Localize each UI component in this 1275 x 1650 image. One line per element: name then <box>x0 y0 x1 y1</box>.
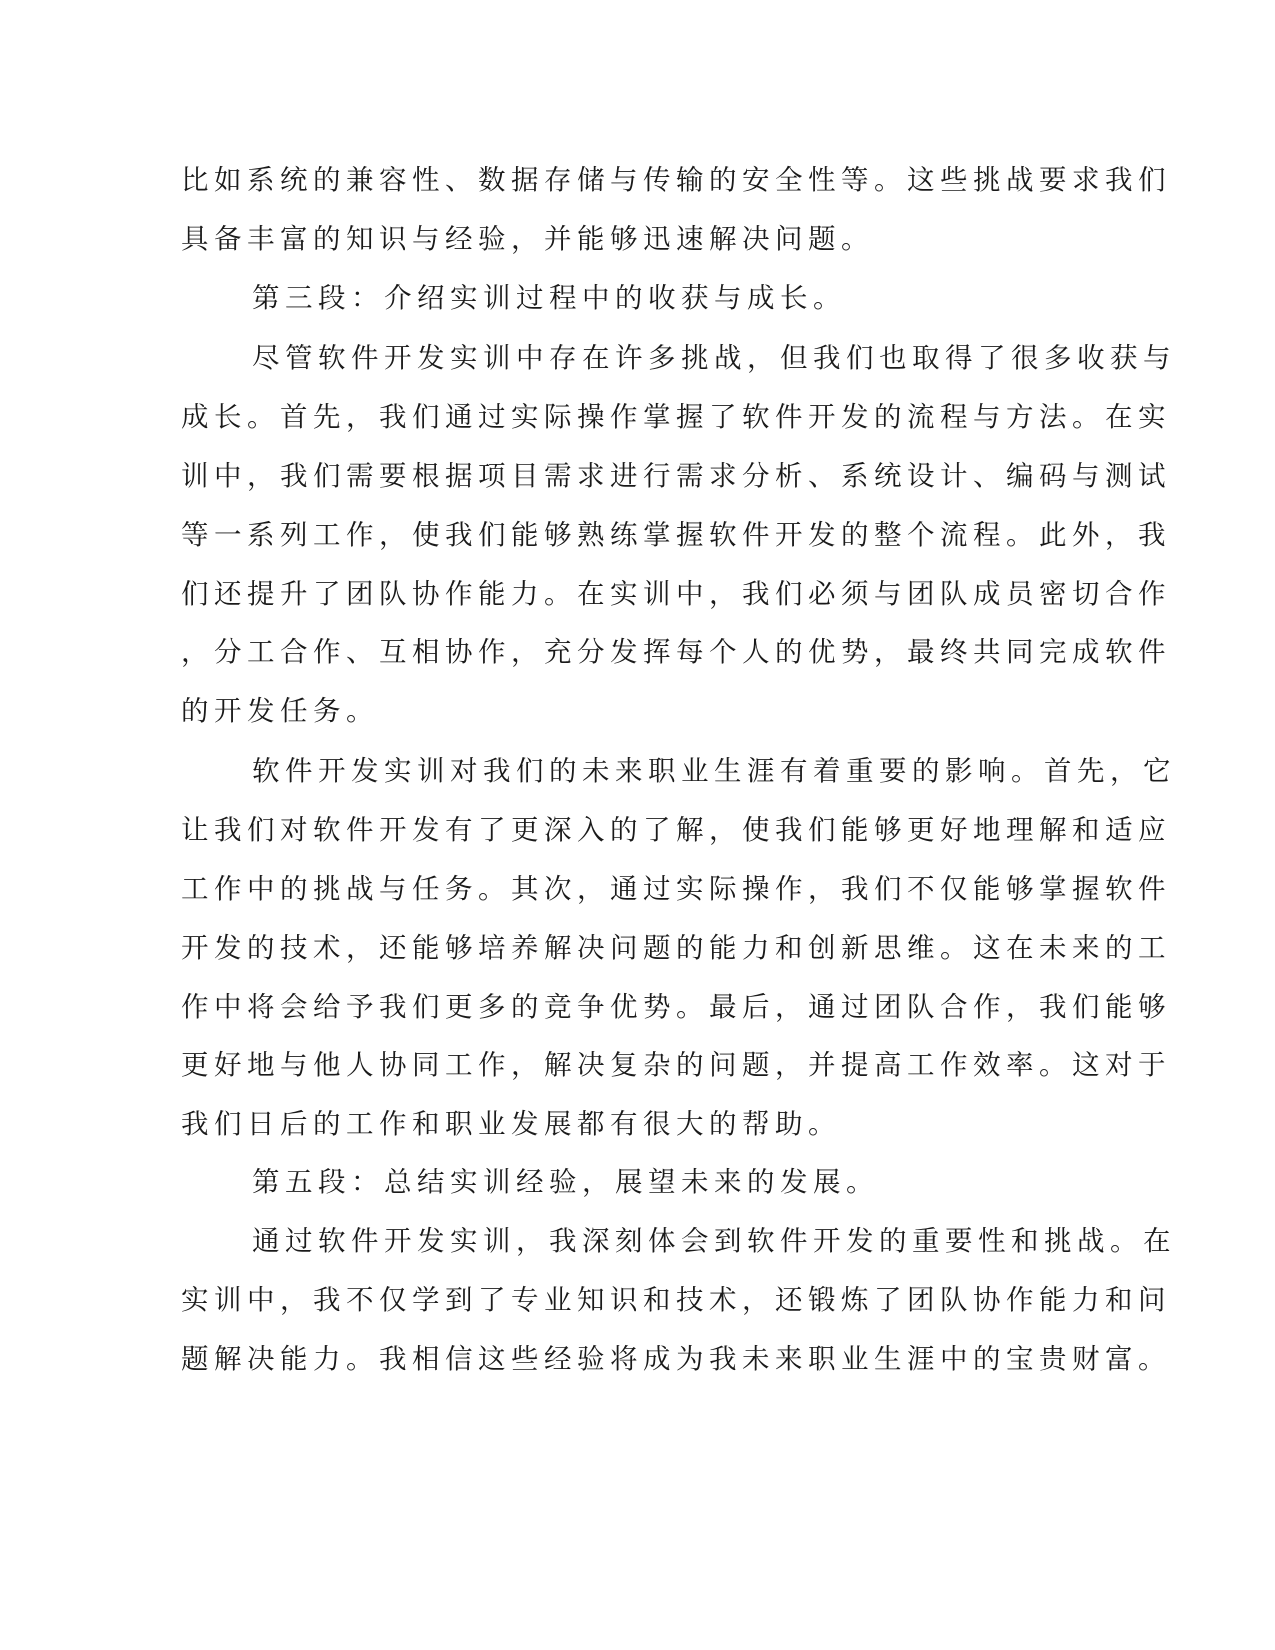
text-line: 尽管软件开发实训中存在许多挑战，但我们也取得了很多收获与 <box>252 342 1176 374</box>
text-line: 题解决能力。我相信这些经验将成为我未来职业生涯中的宝贵财富。 <box>181 1343 1171 1375</box>
text-line: 的开发任务。 <box>181 695 379 727</box>
text-line: 训中，我们需要根据项目需求进行需求分析、系统设计、编码与测试 <box>181 460 1171 492</box>
text-line: 让我们对软件开发有了更深入的了解，使我们能够更好地理解和适应 <box>181 814 1171 846</box>
text-line: 比如系统的兼容性、数据存储与传输的安全性等。这些挑战要求我们 <box>181 164 1171 196</box>
text-line: 我们日后的工作和职业发展都有很大的帮助。 <box>181 1108 841 1140</box>
text-line: 们还提升了团队协作能力。在实训中，我们必须与团队成员密切合作 <box>181 578 1171 610</box>
section-heading: 第三段：介绍实训过程中的收获与成长。 <box>252 282 846 314</box>
text-line: 作中将会给予我们更多的竞争优势。最后，通过团队合作，我们能够 <box>181 991 1171 1023</box>
text-line: ，分工合作、互相协作，充分发挥每个人的优势，最终共同完成软件 <box>181 636 1171 668</box>
text-line: 具备丰富的知识与经验，并能够迅速解决问题。 <box>181 223 874 255</box>
text-line: 实训中，我不仅学到了专业知识和技术，还锻炼了团队协作能力和问 <box>181 1284 1171 1316</box>
text-line: 成长。首先，我们通过实际操作掌握了软件开发的流程与方法。在实 <box>181 401 1171 433</box>
text-line: 通过软件开发实训，我深刻体会到软件开发的重要性和挑战。在 <box>252 1225 1176 1257</box>
text-line: 更好地与他人协同工作，解决复杂的问题，并提高工作效率。这对于 <box>181 1049 1171 1081</box>
text-line: 软件开发实训对我们的未来职业生涯有着重要的影响。首先，它 <box>252 755 1176 787</box>
text-line: 等一系列工作，使我们能够熟练掌握软件开发的整个流程。此外，我 <box>181 519 1171 551</box>
text-line: 开发的技术，还能够培养解决问题的能力和创新思维。这在未来的工 <box>181 932 1171 964</box>
section-heading: 第五段：总结实训经验，展望未来的发展。 <box>252 1166 879 1198</box>
text-line: 工作中的挑战与任务。其次，通过实际操作，我们不仅能够掌握软件 <box>181 873 1171 905</box>
